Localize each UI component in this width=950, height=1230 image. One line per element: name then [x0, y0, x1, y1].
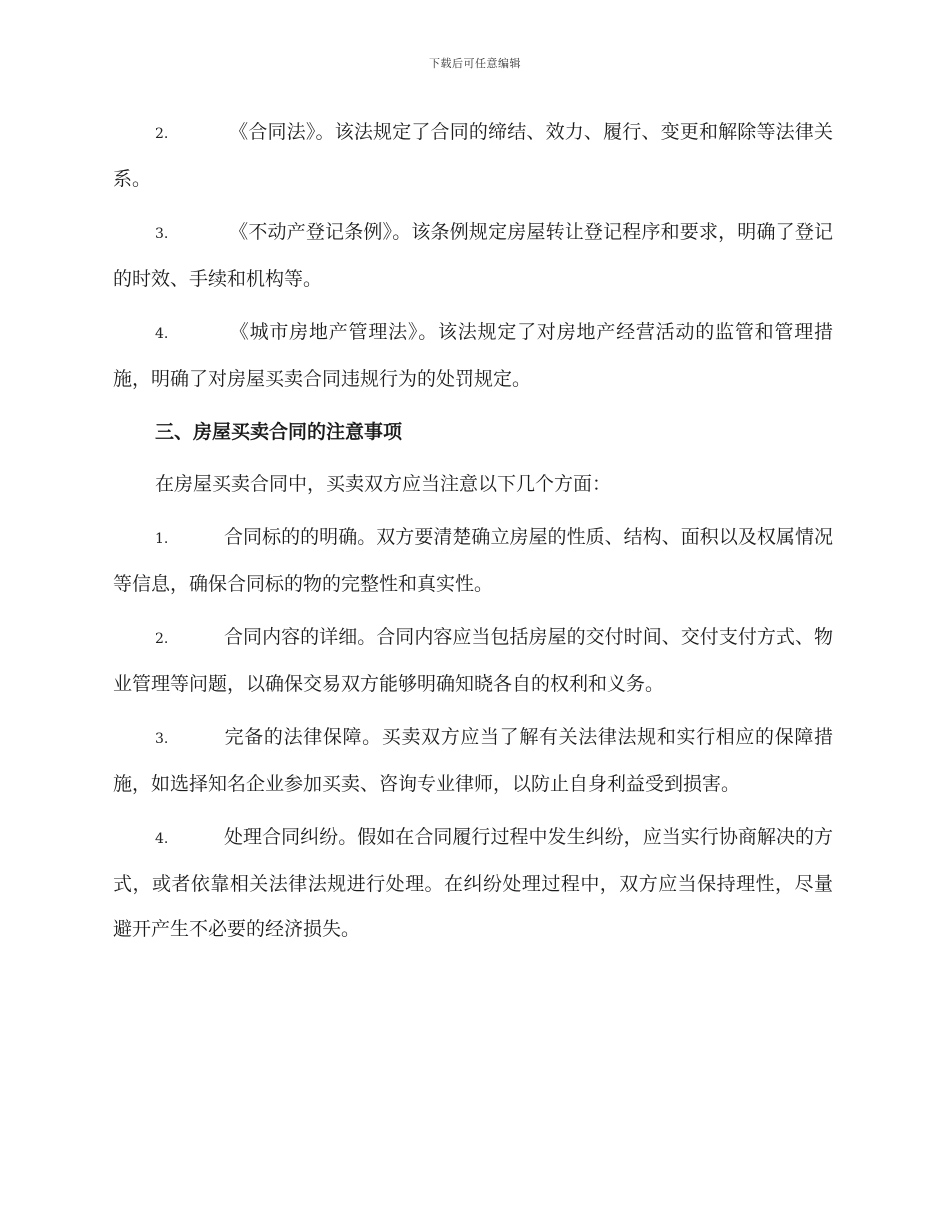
list-number: 3. [155, 226, 169, 242]
notice-item [113, 615, 833, 707]
page-header: 下载后可任意编辑 [429, 57, 521, 70]
list-text: 完备的法律保障。买卖双方应当了解有关法律法规和实行相应的保障措施，如选择知名企业参加买卖、咨询专业律师，以防止自身利益受到损害。 [113, 726, 833, 795]
list-text: 合同标的的明确。双方要清楚确立房屋的性质、结构、面积以及权属情况等信息，确保合同标的物的完整性和真实性。 [113, 526, 833, 595]
section-heading: 三、房屋买卖合同的注意事项 [155, 421, 403, 443]
list-number: 1. [155, 531, 169, 547]
list-number: 4. [155, 326, 169, 342]
notice-item [113, 815, 833, 952]
notice-item [113, 515, 833, 607]
law-item [113, 210, 833, 302]
section-intro: 在房屋买卖合同中，买卖双方应当注意以下几个方面： [155, 473, 612, 495]
list-number: 4. [155, 831, 169, 847]
list-text: 处理合同纠纷。假如在合同履行过程中发生纠纷，应当实行协商解决的方式，或者依靠相关法律法规进行处理。在纠纷处理过程中，双方应当保持理性，尽量避开产生不必要的经济损失。 [113, 826, 833, 940]
law-item [113, 110, 833, 202]
law-item [113, 310, 833, 402]
document-body [113, 110, 833, 960]
notice-item [113, 715, 833, 807]
list-text: 《合同法》。该法规定了合同的缔结、效力、履行、变更和解除等法律关系。 [113, 121, 833, 190]
list-number: 2. [155, 631, 169, 647]
list-text: 《城市房地产管理法》。该法规定了对房地产经营活动的监管和管理措施，明确了对房屋买卖合同违规行为的处罚规定。 [113, 321, 833, 390]
list-number: 3. [155, 731, 169, 747]
list-number: 2. [155, 126, 169, 142]
list-text: 合同内容的详细。合同内容应当包括房屋的交付时间、交付支付方式、物业管理等问题，以确保交易双方能够明确知晓各自的权利和义务。 [113, 626, 833, 695]
list-text: 《不动产登记条例》。该条例规定房屋转让登记程序和要求，明确了登记的时效、手续和机构等。 [113, 221, 833, 290]
